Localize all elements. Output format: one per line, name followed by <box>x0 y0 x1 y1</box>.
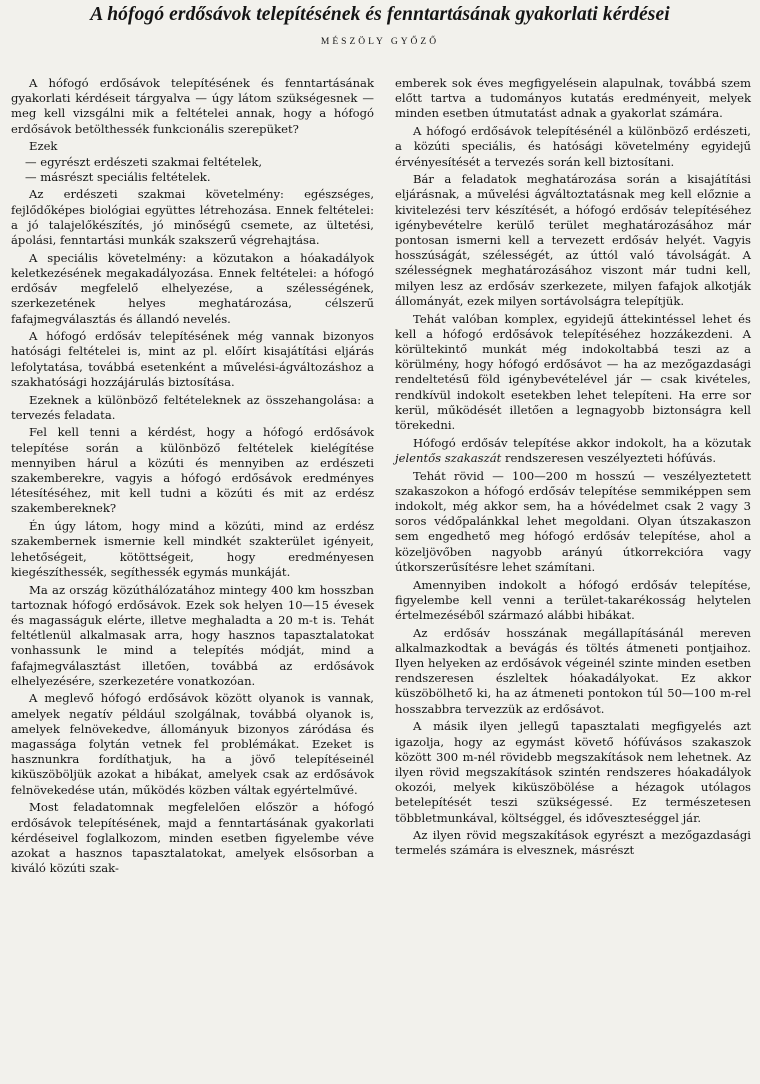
paragraph: Fel kell tenni a kérdést, hogy a hófogó erdősávok telepítése során a különböző feltételek kielégítése mennyiben hárul a közúti és mennyiben az erdészeti szakemberekre, vagyis a hófogó erdősávok eredményes létesítéséhez, mit kell tudni a közúti és mit az erdész szakembereknek? <box>11 425 374 516</box>
paragraph: Az erdészeti szakmai követelmény: egészséges, fejlődőképes biológiai együttes létrehozása. Ennek feltételei: a jó talajelőkészítés, jó minőségű csemete, az ültetési, ápolási, fenntartási munkák szakszerű végrehajtása. <box>11 187 374 248</box>
paragraph: A hófogó erdősávok telepítésének és fenntartásának gyakorlati kérdéseit tárgyalva — úgy látom szükségesnek — meg kell vizsgálni mik a feltételei annak, hogy a hófogó erdősávok betölthessék funkcionális szerepüket? <box>11 76 374 136</box>
paragraph: Ma az ország közúthálózatához mintegy 400 km hosszban tartoznak hófogó erdősávok. Ezek sok helyen 10—15 évesek és magasságuk elérte, illetve meghaladta a 20 m-t is. Tehát feltétlenül alkalmasak arra, hogy hasznos tapasztalatokat vonhassunk le mind a telepítés módját, mind a fafajmegválasztást illetően, továbbá az erdősávok elhelyezésére, szerkezetére vonatkozóan. <box>11 582 374 688</box>
paragraph: Ezek <box>29 139 58 154</box>
paragraph: Amennyiben indokolt a hófogó erdősáv telepítése, figyelembe kell venni a terület-takarékosság helytelen értelmezéséből származó alábbi hibákat. <box>395 577 751 622</box>
paragraph: A hófogó erdősávok telepítésénél a különböző erdészeti, a közúti speciális, és hatósági követelmény egyidejű érvényesítését a tervezés során kell biztosítani. <box>395 124 751 169</box>
paragraph: Bár a feladatok meghatározása során a kisajátítási eljárásnak, a művelési ágváltoztatásnak meg kell előznie a kivitelezési terv készítését, a hófogó erdősáv telepítéséhez igénybevételre kerülő terület meghatározásához már pontosan ismerni kell a tervezett erdősáv helyét. Vagyis hosszúságát, szélességét, az úttól való távolságát. A szélességnek meghatározásához viszont már tudni kell, milyen lesz az erdősáv szerkezete, milyen fafajok alkotják állományát, ezek milyen sortávolságra telepítjük. <box>395 172 751 308</box>
paragraph: Tehát rövid — 100—200 m hosszú — veszélyeztetett szakaszokon a hófogó erdősáv telepítése semmiképpen sem indokolt, még akkor sem, ha a hóvédelmet csak 2 vagy 3 soros védőpalánkkal lehet megoldani. Olyan útszakaszon sem engedhető meg hófogó erdősáv telepítése, ahol a közeljövőben nagyobb arányú útkorrekcióra vagy útkorszerűsítésre lehet számítani. <box>395 468 751 574</box>
text-run: Hófogó erdősáv telepítése akkor indokolt, ha a közutak <box>413 435 751 450</box>
paragraph: A hófogó erdősáv telepítésének még vannak bizonyos hatósági feltételei is, mint az pl. előírt kisajátítási eljárás lefolytatása, továbbá esetenként a művelési-ágváltozáshoz a szakhatósági hozzájárulás biztosítása. <box>11 329 374 389</box>
paragraph: Az erdősáv hosszának megállapításánál mereven alkalmazkodtak a bevágás és töltés átmeneti pontjaihoz. Ilyen helyeken az erdősávok végeinél szinte minden esetben rendszeresen észleltek hóakadályokat. Ez akkor küszöbölhető ki, ha az átmeneti pontokon túl 50—100 m-rel hosszabbra tervezzük az erdősávot. <box>395 625 751 716</box>
emphasis: jelentős szakaszát <box>395 450 502 465</box>
text-run: rendszeresen veszélyezteti hófúvás. <box>501 450 717 465</box>
paragraph: A meglevő hófogó erdősávok között olyanok is vannak, amelyek negatív például szolgálnak, továbbá olyanok is, amelyek felnövekedve, állományuk bizonyos záródása és magassága folytán vetnek fel problémákat. Ezeket is hasznunkra fordíthatjuk, ha a jövő telepítéseinél kiküszöböljük azokat a hibákat, amelyek csak az erdősávok felnövekedése után, működés közben váltak egyértelművé. <box>11 691 374 797</box>
list-item: — másrészt speciális feltételek. <box>25 169 211 184</box>
left-column <box>11 76 374 879</box>
paragraph: Most feladatomnak megfelelően először a hófogó erdősávok telepítésének, majd a fenntartásának gyakorlati kérdéseivel foglalkozom, minden esetben figyelembe véve azokat a hasznos tapasztalatokat, amelyek elsősorban a kiváló közúti szak- <box>11 800 374 876</box>
paragraph: Én úgy látom, hogy mind a közúti, mind az erdész szakembernek ismernie kell mindkét szakterület igényeit, lehetőségeit, kötöttségeit, hogy eredményesen kiegészíthessék, segíthessék egymás munkáját. <box>11 519 374 579</box>
paragraph: A speciális követelmény: a közutakon a hóakadályok keletkezésének megakadályozása. Ennek feltételei: a hófogó erdősáv megfelelő elhelyezése, a szélességének, szerkezetének helyes meghatározása, célszerű fafajmegválasztás és állandó nevelés. <box>11 250 374 326</box>
paragraph <box>395 436 751 466</box>
right-column <box>395 76 751 861</box>
list-item: — egyrészt erdészeti szakmai feltételek, <box>25 154 263 169</box>
paragraph: Az ilyen rövid megszakítások egyrészt a mezőgazdasági termelés számára is elvesznek, másrészt <box>395 828 751 858</box>
article-title: A hófogó erdősávok telepítésének és fenntartásának gyakorlati kérdései <box>90 4 670 25</box>
paragraph: Ezeknek a különböző feltételeknek az összehangolása: a tervezés feladata. <box>11 392 374 422</box>
article-author: MÉSZÖLY GYŐZŐ <box>320 37 440 47</box>
paragraph: Tehát valóban komplex, egyidejű áttekintéssel lehet és kell a hófogó erdősávok telepítéséhez hozzákezdeni. A körültekintő munkát még indokoltabbá teszi az a körülmény, hogy hófogó erdősávot — ha az mezőgazdasági rendeltetésű föld igénybevételével jár — csak kivételes, rendkívül indokolt esetekben lehet telepíteni. Ha erre sor kerül, működését illetően a legnagyobb biztonságra kell törekedni. <box>395 311 751 432</box>
paragraph: emberek sok éves megfigyelésein alapulnak, továbbá szem előtt tartva a tudományos kutatás eredményeit, melyek minden esetben útmutatást adnak a gyakorlat számára. <box>395 76 751 121</box>
paragraph: A másik ilyen jellegű tapasztalati megfigyelés azt igazolja, hogy az egymást követő hófúvásos szakaszok között 300 m-nél rövidebb megszakítások nem lehetnek. Az ilyen rövid megszakítások szintén rendszeres hóakadályok okozói, melyek kiküszöbölése a hézagok utólagos betelepítését teszi szükségessé. Ez természetesen többletmunkával, költséggel, és időveszteséggel jár. <box>395 719 751 825</box>
